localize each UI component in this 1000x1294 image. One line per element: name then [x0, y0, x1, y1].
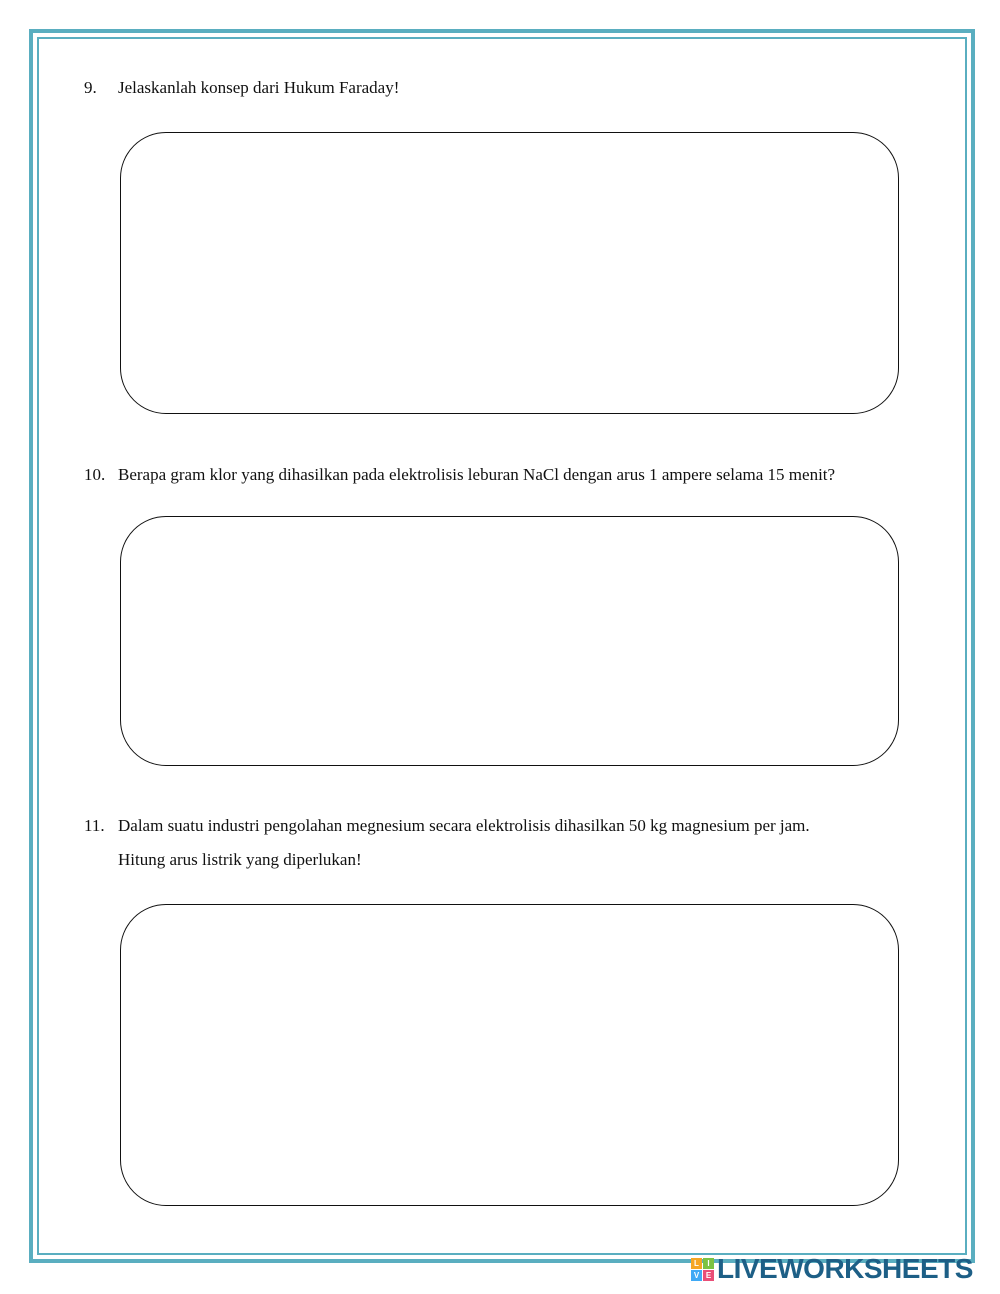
logo-mark-letter: L [691, 1258, 702, 1269]
answer-box-11[interactable] [120, 904, 899, 1206]
question-number: 10. [84, 465, 106, 484]
answer-box-10[interactable] [120, 516, 899, 766]
liveworksheets-logo[interactable] [691, 1255, 973, 1283]
logo-text: LIVEWORKSHEETS [717, 1253, 973, 1284]
question-number: 11. [84, 816, 105, 835]
logo-mark-letter: I [703, 1258, 714, 1269]
answer-box-9[interactable] [120, 132, 899, 414]
question-text-line-1: Dalam suatu industri pengolahan megnesium secara elektrolisis dihasilkan 50 kg magnesium per jam. [118, 816, 810, 835]
logo-mark-icon [691, 1258, 714, 1281]
logo-mark-letter: V [691, 1270, 702, 1281]
question-text: Berapa gram klor yang dihasilkan pada elektrolisis leburan NaCl dengan arus 1 ampere selama 15 menit? [118, 465, 836, 484]
question-number: 9. [84, 78, 97, 97]
question-text: Jelaskanlah konsep dari Hukum Faraday! [118, 78, 400, 97]
logo-mark-letter: E [703, 1270, 714, 1281]
question-text-line-2: Hitung arus listrik yang diperlukan! [118, 850, 362, 869]
